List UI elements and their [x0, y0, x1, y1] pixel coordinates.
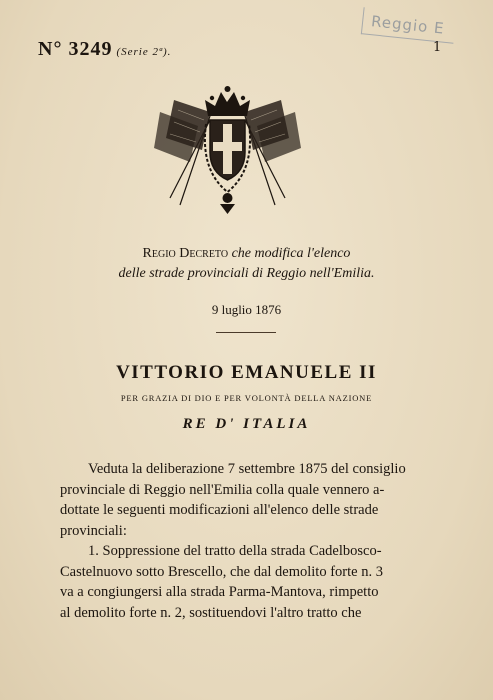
body-line: va a congiungersi alla strada Parma-Mantova, rimpetto: [60, 584, 379, 600]
decree-label: Regio Decreto: [142, 246, 229, 261]
decree-date: 9 luglio 1876: [211, 302, 282, 317]
decree-number-text: N° 3249: [38, 38, 113, 60]
body-line: al demolito forte n. 2, sostituendovi l'altro tratto che: [60, 604, 362, 621]
separator-rule: [216, 332, 276, 333]
king-name: VITTORIO EMANUELE II: [116, 362, 377, 383]
decree-number: [38, 38, 171, 61]
page-number: 1: [433, 40, 442, 55]
decree-title-rest: che modifica l'elenco: [228, 246, 351, 261]
decree-title: [0, 244, 493, 284]
body-line: provinciale di Reggio nell'Emilia colla quale vennero a-: [60, 481, 385, 498]
pencil-annotation: Reggio E: [361, 7, 456, 44]
serie-label: (Serie 2ª).: [116, 46, 172, 58]
body-line: Veduta la deliberazione 7 settembre 1875 del consiglio: [88, 461, 406, 477]
decree-title-line-2: delle strade provinciali di Reggio nell'Emilia.: [118, 266, 375, 281]
body-line: dottate le seguenti modificazioni all'elenco delle strade: [60, 502, 379, 518]
decree-body: [60, 459, 420, 623]
body-line: provinciali:: [60, 522, 127, 539]
grace-formula: PER GRAZIA DI DIO E PER VOLONTÀ DELLA NAZIONE: [120, 393, 373, 403]
body-line: 1. Soppressione del tratto della strada Cadelbosco-: [88, 543, 382, 559]
decree-title-line-1: [0, 244, 493, 264]
body-line: Castelnuovo sotto Brescello, che dal demolito forte n. 3: [60, 563, 383, 580]
savoy-coat-of-arms-icon: [150, 80, 305, 220]
king-title: RE D' ITALIA: [182, 416, 311, 432]
